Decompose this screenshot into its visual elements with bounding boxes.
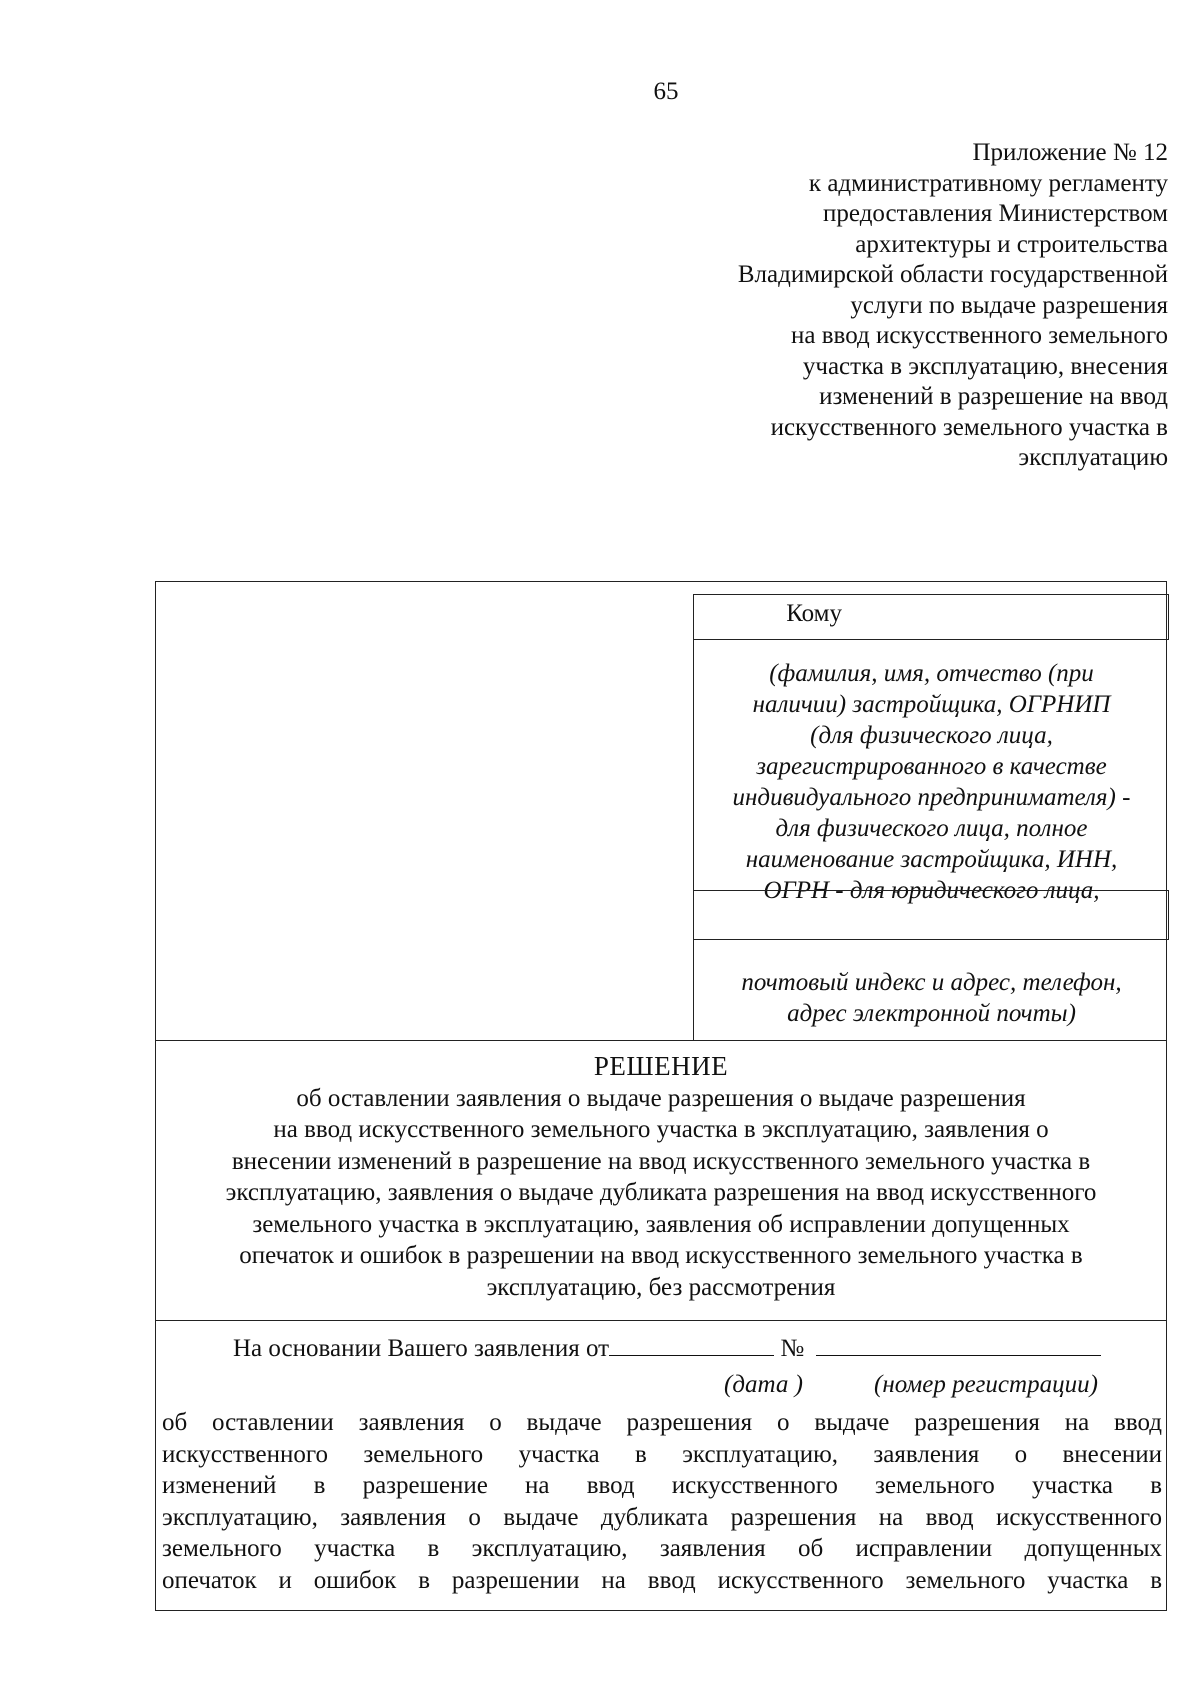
- appendix-line: эксплуатацию: [1018, 444, 1168, 471]
- hint-line: для физического лица, полное: [775, 815, 1088, 842]
- hint-line: адрес электронной почты): [787, 1000, 1076, 1027]
- appendix-line: предоставления Министерством: [823, 200, 1168, 227]
- decision-subtitle-line: земельного участка в эксплуатацию, заявления об исправлении допущенных: [252, 1210, 1070, 1238]
- decision-paragraph: [162, 1407, 1162, 1596]
- date-blank[interactable]: [609, 1335, 774, 1356]
- paragraph-line: эксплуатацию, заявления о выдаче дубликата разрешения на ввод искусственного: [162, 1503, 1162, 1531]
- decision-subtitle-line: на ввод искусственного земельного участка в эксплуатацию, заявления о: [273, 1116, 1049, 1143]
- appendix-line: к административному регламенту: [808, 169, 1168, 197]
- page-number: 65: [653, 78, 679, 105]
- paragraph-line: земельного участка в эксплуатацию, заявления об исправлении допущенных: [162, 1535, 1162, 1562]
- appendix-header: [548, 138, 1168, 474]
- appendix-line: искусственного земельного участка в: [770, 413, 1168, 441]
- date-caption: (дата ): [724, 1371, 803, 1398]
- decision-subtitle-line: опечаток и ошибок в разрешении на ввод искусственного земельного участка в: [239, 1242, 1083, 1269]
- recipient-name-field[interactable]: [694, 594, 1169, 640]
- hint-line: почтовый индекс и адрес, телефон,: [741, 969, 1122, 996]
- hint-line: (для физического лица,: [810, 722, 1053, 749]
- recipient-section: [156, 582, 1166, 1041]
- appendix-line: Владимирской области государственной: [737, 261, 1168, 288]
- appendix-line: Приложение № 12: [972, 139, 1168, 166]
- basis-text: На основании Вашего заявления от: [233, 1335, 610, 1362]
- decision-form: [155, 581, 1167, 1611]
- decision-subtitle-line: внесении изменений в разрешение на ввод искусственного земельного участка в: [231, 1147, 1091, 1175]
- number-caption: (номер регистрации): [874, 1371, 1098, 1398]
- number-sign: №: [780, 1335, 805, 1362]
- appendix-line: участка в эксплуатацию, внесения: [802, 352, 1168, 380]
- decision-body: [156, 1321, 1166, 1611]
- hint-line: индивидуального предпринимателя) -: [732, 784, 1131, 811]
- decision-heading-section: [156, 1041, 1166, 1321]
- recipient-name-hint: [694, 658, 1169, 906]
- recipient-label: Кому: [786, 600, 842, 627]
- hint-line: ОГРН - для юридического лица,: [763, 877, 1100, 904]
- hint-line: наличии) застройщика, ОГРНИП: [752, 691, 1111, 718]
- paragraph-line: об оставлении заявления о выдаче разрешения о выдаче разрешения на ввод: [162, 1409, 1162, 1436]
- decision-subtitle-line: эксплуатацию, заявления о выдаче дубликата разрешения на ввод искусственного: [225, 1179, 1097, 1206]
- decision-subtitle-line: эксплуатацию, без рассмотрения: [486, 1273, 836, 1301]
- appendix-line: изменений в разрешение на ввод: [819, 383, 1168, 410]
- recipient-address-hint: [694, 967, 1169, 1029]
- paragraph-line: опечаток и ошибок в разрешении на ввод искусственного земельного участка в: [162, 1566, 1162, 1594]
- registration-number-blank[interactable]: [816, 1335, 1101, 1356]
- basis-line: [233, 1335, 1101, 1363]
- recipient-fields: [693, 594, 1166, 1041]
- hint-line: (фамилия, имя, отчество (при: [769, 660, 1094, 687]
- hint-line: зарегистрированного в качестве: [756, 753, 1107, 780]
- decision-title: РЕШЕНИЕ: [593, 1051, 729, 1081]
- appendix-line: архитектуры и строительства: [855, 230, 1168, 258]
- decision-subtitle-line: об оставлении заявления о выдаче разрешения о выдаче разрешения: [296, 1084, 1026, 1112]
- recipient-address-field[interactable]: [694, 890, 1169, 940]
- appendix-line: на ввод искусственного земельного: [791, 322, 1168, 349]
- appendix-line: услуги по выдаче разрешения: [850, 291, 1168, 319]
- paragraph-line: изменений в разрешение на ввод искусственного земельного участка в: [162, 1472, 1162, 1499]
- hint-line: наименование застройщика, ИНН,: [745, 846, 1118, 873]
- paragraph-line: искусственного земельного участка в эксплуатацию, заявления о внесении: [162, 1440, 1162, 1468]
